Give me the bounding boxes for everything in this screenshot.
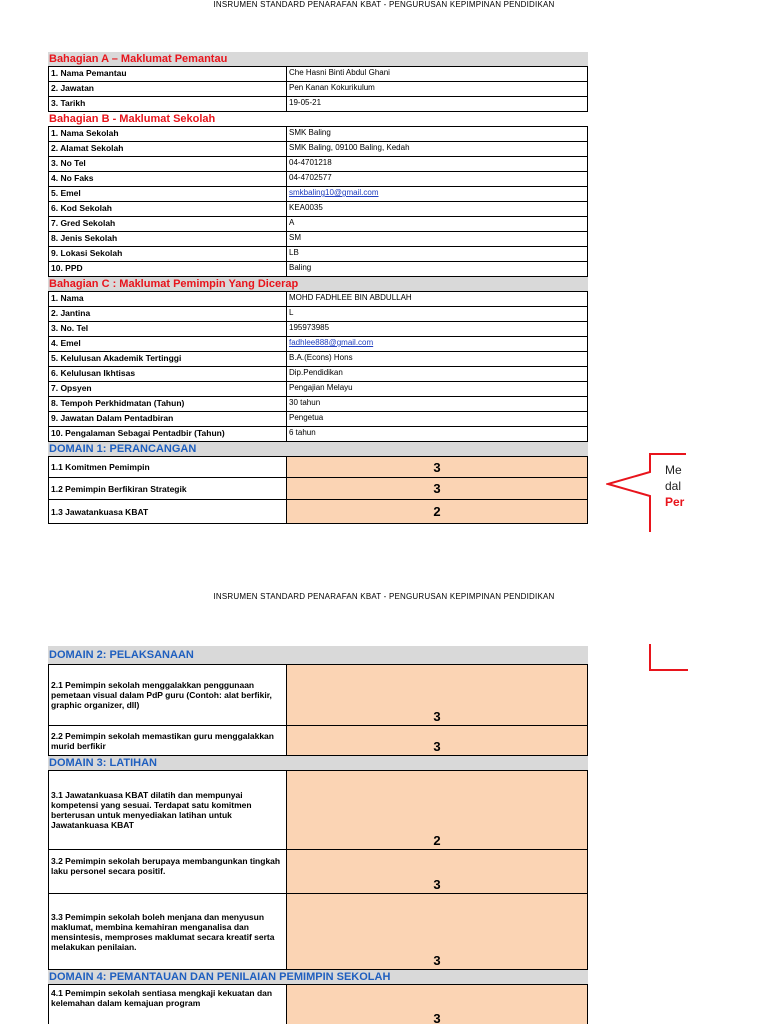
criterion-label: 3.3 Pemimpin sekolah boleh menjana dan menyusun maklumat, membina kemahiran menganalisa dan mensintesis, memproses maklumat secara kreatif serta melakukan penilaian. [49, 894, 287, 969]
field-label: 9. Lokasi Sekolah [49, 247, 287, 261]
domain-2-table [48, 664, 588, 756]
page-header: INSRUMEN STANDARD PENARAFAN KBAT - PENGURUSAN KEPIMPINAN PENDIDIKAN [213, 0, 555, 9]
criterion-label: 2.2 Pemimpin sekolah memastikan guru menggalakkan murid berfikir [49, 726, 287, 755]
score-cell[interactable]: 3 [287, 850, 587, 893]
table-row [48, 664, 588, 726]
table-row [48, 412, 588, 427]
field-label: 3. No Tel [49, 157, 287, 171]
domain-4-title: DOMAIN 4: PEMANTAUAN DAN PENILAIAN PEMIMPIN SEKOLAH [48, 970, 588, 984]
field-value: SMK Baling, 09100 Baling, Kedah [289, 143, 410, 152]
section-c-title: Bahagian C : Maklumat Pemimpin Yang Dicerap [48, 277, 588, 291]
field-value: 6 tahun [289, 428, 316, 437]
field-label: 5. Kelulusan Akademik Tertinggi [49, 352, 287, 366]
table-row [48, 126, 588, 142]
table-row [48, 157, 588, 172]
callout-line-2: dal [665, 479, 682, 493]
table-row [48, 726, 588, 756]
table-row [48, 352, 588, 367]
field-label: 2. Jawatan [49, 82, 287, 96]
field-label: 9. Jawatan Dalam Pentadbiran [49, 412, 287, 426]
table-row [48, 894, 588, 970]
score-cell[interactable]: 3 [287, 985, 587, 1024]
field-value: Che Hasni Binti Abdul Ghani [289, 68, 390, 77]
field-value: Pen Kanan Kokurikulum [289, 83, 375, 92]
domain-1-table [48, 456, 588, 524]
field-label: 6. Kelulusan Ikhtisas [49, 367, 287, 381]
criterion-label: 2.1 Pemimpin sekolah menggalakkan penggunaan pemetaan visual dalam PdP guru (Contoh: alat berfikir, graphic organizer, dll) [49, 665, 287, 725]
field-value: Dip.Pendidikan [289, 368, 343, 377]
table-row [48, 456, 588, 478]
domain-3-title: DOMAIN 3: LATIHAN [48, 756, 588, 770]
field-value: LB [289, 248, 299, 257]
field-label: 7. Opsyen [49, 382, 287, 396]
criterion-label: 4.1 Pemimpin sekolah sentiasa mengkaji kekuatan dan kelemahan dalam kemajuan program [49, 985, 287, 1024]
table-row [48, 478, 588, 500]
table-row [48, 427, 588, 442]
section-a-table [48, 66, 588, 112]
form-sheet-1 [48, 52, 588, 524]
callout-corner-shape [648, 644, 688, 674]
section-c-table [48, 291, 588, 442]
field-value: Pengetua [289, 413, 324, 422]
field-value: KEA0035 [289, 203, 323, 212]
table-row [48, 232, 588, 247]
section-a-title: Bahagian A – Maklumat Pemantau [48, 52, 588, 66]
field-label: 1. Nama Sekolah [49, 127, 287, 141]
callout-line-3: Per [665, 495, 685, 509]
field-label: 4. No Faks [49, 172, 287, 186]
score-cell[interactable]: 2 [287, 500, 587, 523]
field-value: 30 tahun [289, 398, 321, 407]
leader-email-link[interactable]: fadhlee888@gmail.com [289, 338, 374, 347]
field-label: 7. Gred Sekolah [49, 217, 287, 231]
table-row [48, 66, 588, 82]
field-label: 1. Nama [49, 292, 287, 306]
table-row [48, 82, 588, 97]
score-cell[interactable]: 3 [287, 478, 587, 499]
field-value: 195973985 [289, 323, 330, 332]
school-email-link[interactable]: smkbaling10@gmail.com [289, 188, 379, 197]
table-row [48, 247, 588, 262]
criterion-label: 1.3 Jawatankuasa KBAT [49, 500, 287, 523]
field-value: L [289, 308, 294, 317]
field-label: 8. Tempoh Perkhidmatan (Tahun) [49, 397, 287, 411]
score-cell[interactable]: 3 [287, 894, 587, 969]
table-row [48, 142, 588, 157]
table-row [48, 367, 588, 382]
table-row [48, 337, 588, 352]
field-label: 1. Nama Pemantau [49, 67, 287, 81]
criterion-label: 3.2 Pemimpin sekolah berupaya membangunkan tingkah laku personel secara positif. [49, 850, 287, 893]
field-value: 04-4701218 [289, 158, 332, 167]
field-label: 2. Jantina [49, 307, 287, 321]
field-value: MOHD FADHLEE BIN ABDULLAH [289, 293, 412, 302]
field-value: 19-05-21 [289, 98, 322, 107]
section-b-table [48, 126, 588, 277]
table-row [48, 262, 588, 277]
criterion-label: 1.1 Komitmen Pemimpin [49, 457, 287, 477]
field-label: 3. No. Tel [49, 322, 287, 336]
score-cell[interactable]: 2 [287, 771, 587, 849]
field-value: B.A.(Econs) Hons [289, 353, 353, 362]
table-row [48, 291, 588, 307]
field-value: 04-4702577 [289, 173, 332, 182]
callout-line-1: Me [665, 463, 682, 477]
domain-4-table [48, 984, 588, 1024]
table-row [48, 500, 588, 524]
table-row [48, 984, 588, 1024]
field-label: 6. Kod Sekolah [49, 202, 287, 216]
domain-3-table [48, 770, 588, 970]
table-row [48, 202, 588, 217]
field-label: 10. Pengalaman Sebagai Pentadbir (Tahun) [49, 427, 287, 441]
score-cell[interactable]: 3 [287, 665, 587, 725]
table-row [48, 322, 588, 337]
field-label: 10. PPD [49, 262, 287, 276]
field-label: 4. Emel [49, 337, 287, 351]
field-value: SMK Baling [289, 128, 331, 137]
table-row [48, 187, 588, 202]
field-value: Baling [289, 263, 312, 272]
form-sheet-2 [48, 646, 588, 1024]
score-cell[interactable]: 3 [287, 457, 587, 477]
domain-2-title: DOMAIN 2: PELAKSANAAN [48, 646, 588, 664]
criterion-label: 3.1 Jawatankuasa KBAT dilatih dan mempunyai kompetensi yang sesuai. Terdapat satu komitmen berterusan untuk menyediakan latihan untuk Jawatankuasa KBAT [49, 771, 287, 849]
score-cell[interactable]: 3 [287, 726, 587, 755]
field-label: 2. Alamat Sekolah [49, 142, 287, 156]
domain-1-title: DOMAIN 1: PERANCANGAN [48, 442, 588, 456]
field-label: 5. Emel [49, 187, 287, 201]
table-row [48, 172, 588, 187]
field-value: A [289, 218, 295, 227]
table-row [48, 97, 588, 112]
field-value: SM [289, 233, 301, 242]
table-row [48, 850, 588, 894]
page-header-2: INSRUMEN STANDARD PENARAFAN KBAT - PENGURUSAN KEPIMPINAN PENDIDIKAN [213, 592, 555, 601]
section-b-title: Bahagian B - Maklumat Sekolah [48, 112, 588, 126]
table-row [48, 382, 588, 397]
table-row [48, 397, 588, 412]
field-label: 3. Tarikh [49, 97, 287, 111]
field-label: 8. Jenis Sekolah [49, 232, 287, 246]
criterion-label: 1.2 Pemimpin Berfikiran Strategik [49, 478, 287, 499]
field-value: Pengajian Melayu [289, 383, 353, 392]
table-row [48, 217, 588, 232]
table-row [48, 770, 588, 850]
table-row [48, 307, 588, 322]
